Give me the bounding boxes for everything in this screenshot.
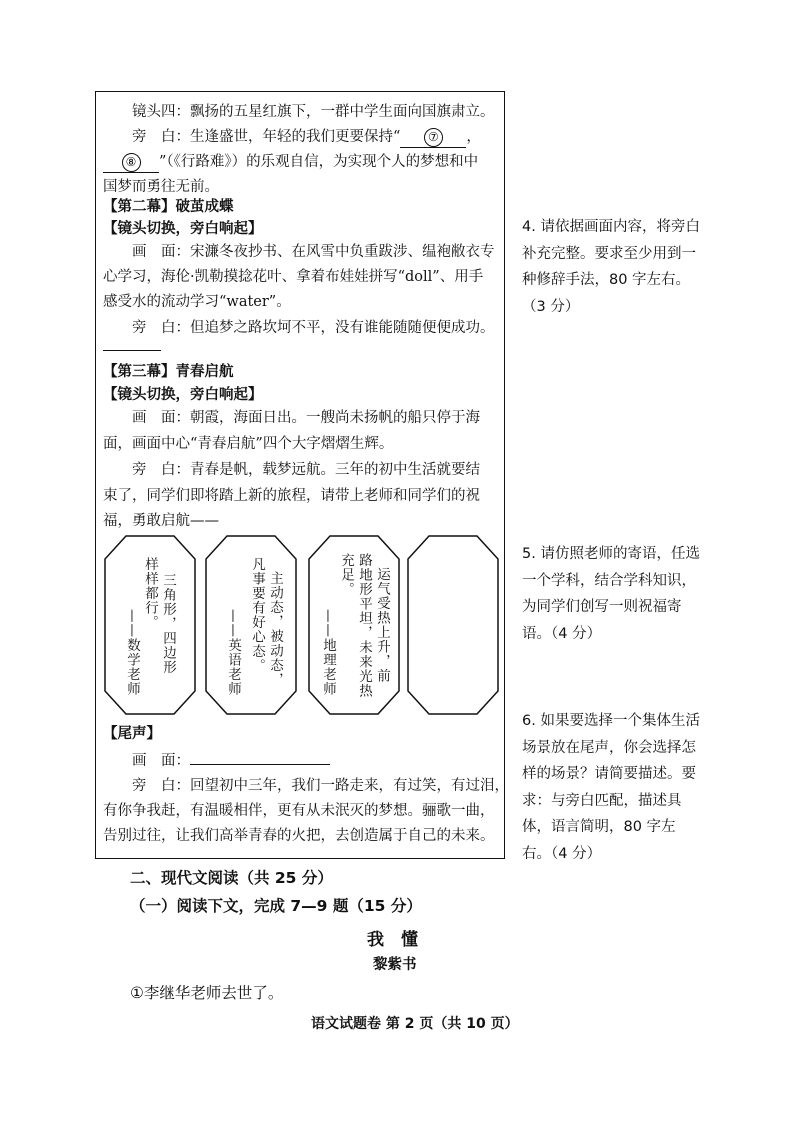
- act3-heading: 【第三幕】青春启航: [103, 364, 234, 380]
- epilogue-narration-3: 告别过往，让我们高举青春的火把，去创造属于自己的未来。: [103, 828, 495, 844]
- card-signature: ——地理老师: [320, 609, 336, 696]
- narration-line-1: 旁 白：生逢盛世，年轻的我们更要保持“ ⑦ ，: [132, 127, 481, 148]
- epilogue-narration-1: 旁 白：回望初中三年，我们一路走来，有过笑，有过泪，: [132, 778, 509, 794]
- subsection-heading: （一）阅读下文，完成 7—9 题（15 分）: [130, 897, 422, 915]
- article-title: 我 懂: [367, 930, 418, 950]
- paragraph-1: ①李继华老师去世了。: [130, 984, 284, 1002]
- act2-heading: 【第二幕】破茧成蝶: [103, 199, 234, 215]
- card-text: 路地形平坦，未来光热: [356, 553, 372, 698]
- act2-scene-3: 感受水的流动学习“water”。: [103, 294, 291, 310]
- question-5: 5. 请仿照老师的寄语，任选一个学科，结合学科知识，为同学们创写一则祝福寄语。（4 分）: [522, 546, 700, 642]
- math-teacher-card: [104, 535, 196, 715]
- epilogue-scene: 画 面：: [132, 750, 330, 771]
- card-text: 主动态，被动态，: [267, 571, 283, 687]
- epilogue-scene-blank[interactable]: [190, 750, 330, 765]
- act3-cut: 【镜头切换，旁白响起】: [103, 387, 263, 403]
- act2-answer-line[interactable]: [103, 350, 161, 351]
- act2-scene-1: 画 面：宋濂冬夜抄书、在风雪中负重跋涉、缊袍敝衣专: [132, 244, 495, 260]
- article-author: 黎紫书: [373, 957, 417, 973]
- card-signature: ——数学老师: [124, 609, 140, 696]
- english-teacher-card: [205, 535, 297, 715]
- act2-cut: 【镜头切换，旁白响起】: [103, 221, 263, 237]
- card-text: 充足。: [338, 553, 354, 597]
- blank-8[interactable]: ⑧: [103, 152, 159, 173]
- act2-narration: 旁 白：但追梦之路坎坷不平，没有谁能随随便便成功。: [132, 320, 495, 336]
- section-heading: 二、现代文阅读（共 25 分）: [130, 869, 333, 887]
- question-4: 4. 请依据画面内容，将旁白补充完整。要求至少用到一种修辞手法，80 字左右。（3 分）: [522, 219, 700, 315]
- narration-line-3: 国梦而勇往无前。: [103, 179, 219, 195]
- card-outline: [407, 535, 499, 715]
- act2-scene-2: 心学习，海伦·凯勒摸捻花叶、拿着布娃娃拼写“doll”、用手: [103, 269, 484, 285]
- act3-scene-1: 画 面：朝霞，海面日出。一艘尚未扬帆的船只停于海: [132, 410, 480, 426]
- act3-narration-1: 旁 白：青春是帆，载梦远航。三年的初中生活就要结: [132, 462, 480, 478]
- epilogue-heading: 【尾声】: [103, 726, 161, 742]
- scene4-line: 镜头四：飘扬的五星红旗下，一群中学生面向国旗肃立。: [132, 104, 495, 120]
- geography-teacher-card: [308, 535, 400, 715]
- page-footer: 语文试题卷 第 2 页（共 10 页）: [311, 1016, 519, 1032]
- act3-narration-2: 束了，同学们即将踏上新的旅程，请带上老师和同学们的祝: [103, 488, 480, 504]
- card-text: 运气受热上升，前: [374, 567, 390, 683]
- act3-narration-3: 福，勇敢启航——: [103, 513, 219, 529]
- card-text: 三角形，四边形: [160, 573, 176, 675]
- blank-7[interactable]: ⑦: [400, 127, 466, 148]
- blank-card[interactable]: [407, 535, 499, 715]
- epilogue-narration-2: 有你争我赶，有温暖相伴，更有从未泯灭的梦想。骊歌一曲，: [103, 803, 495, 819]
- question-6: 6. 如果要选择一个集体生活场景放在尾声，你会选择怎样的场景？请简要描述。要求：与旁白匹配，描述具体，语言简明，80 字左右。（4 分）: [522, 713, 700, 862]
- card-text: 凡事要有好心态。: [249, 557, 265, 673]
- card-signature: ——英语老师: [225, 609, 241, 696]
- card-text: 样样都行。: [142, 557, 158, 630]
- act3-scene-2: 面，画面中心“青春启航”四个大字熠熠生辉。: [103, 436, 394, 452]
- narration-line-2: ⑧ ”（《行路难》）的乐观自信，为实现个人的梦想和中: [103, 152, 478, 173]
